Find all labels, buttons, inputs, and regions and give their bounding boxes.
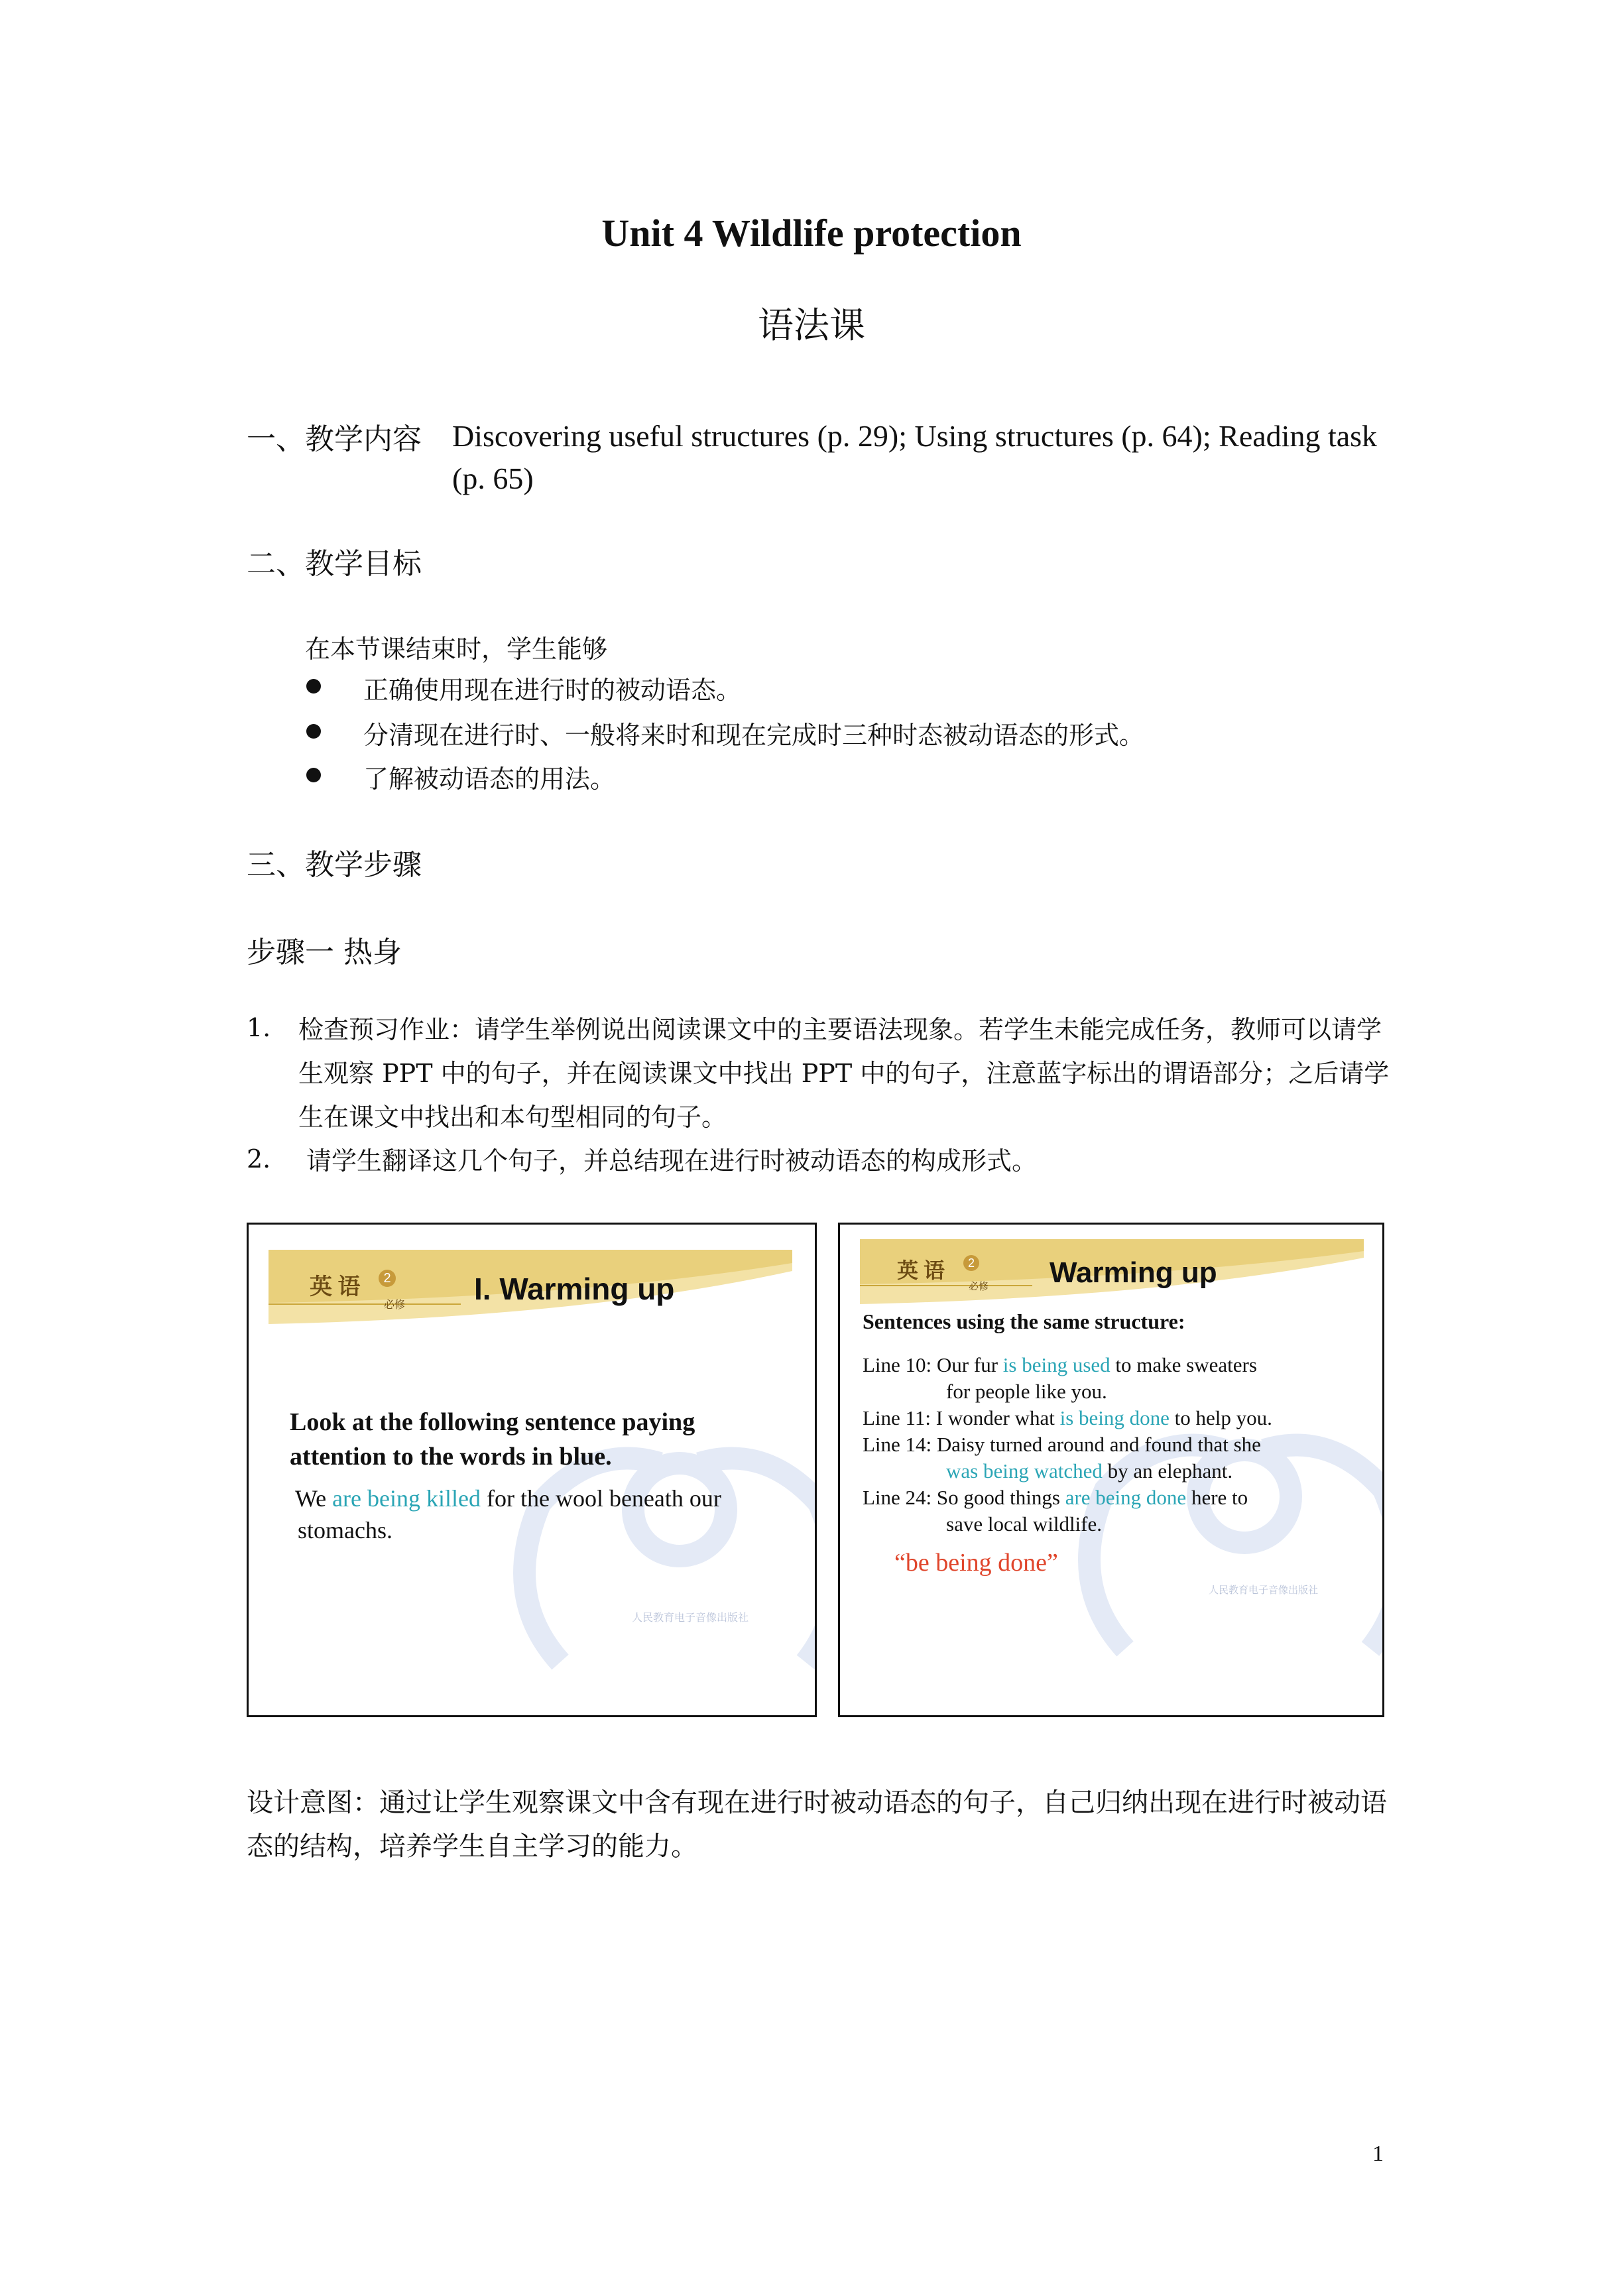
list-item-continuation: save local wildlife. <box>946 1512 1102 1536</box>
list-item-continuation: was being watched by an elephant. <box>946 1459 1233 1482</box>
sentence-highlight: was being watched <box>946 1459 1103 1482</box>
item-number: 2. <box>247 1144 271 1174</box>
badge-sub: 必修 <box>969 1282 989 1292</box>
bullet-icon <box>306 724 321 739</box>
list-item: Line 11: I wonder what is being done to help you. <box>863 1406 1272 1429</box>
slide-heading: I. Warming up <box>474 1272 675 1306</box>
slide-badge: 英 语 <box>310 1275 361 1299</box>
objectives-intro: 在本节课结束时，学生能够 <box>305 634 608 664</box>
slide-instruction: Look at the following sentence paying <box>290 1408 695 1436</box>
bullet-icon <box>306 679 321 694</box>
slide-instruction: attention to the words in blue. <box>290 1443 612 1471</box>
page-number: 1 <box>1372 2142 1384 2166</box>
section1-content: Discovering useful structures (p. 29); Using structures (p. 64); Reading task (p. 65) <box>452 419 1378 495</box>
badge-sub: 必修 <box>384 1299 406 1311</box>
sentence-highlight: is being used <box>1002 1353 1111 1376</box>
document-title: Unit 4 Wildlife protection <box>601 211 1022 255</box>
document-subtitle: 语法课 <box>758 304 865 346</box>
formula-text: “be being done” <box>894 1549 1058 1577</box>
slide-lines <box>863 1352 1366 1538</box>
list-item: Line 14: Daisy turned around and found that she <box>863 1433 1261 1456</box>
section3-label: 三、教学步骤 <box>247 848 422 882</box>
badge-number: 2 <box>963 1255 979 1271</box>
list-item: Line 10: Our fur is being used to make sweaters <box>863 1353 1257 1376</box>
list-item-continuation: for people like you. <box>946 1380 1107 1403</box>
slide-watermark: 人民教育电子音像出版社 <box>632 1612 749 1624</box>
slide-1 <box>247 1223 817 1717</box>
sentence-highlight: are being killed <box>332 1485 481 1512</box>
sentence-text: We <box>295 1485 333 1512</box>
slide-heading: Warming up <box>1050 1256 1217 1289</box>
sentence-highlight: is being done <box>1059 1406 1170 1429</box>
slide-subheading: Sentences using the same structure: <box>863 1309 1185 1333</box>
list-item: 正确使用现在进行时的被动语态。 <box>363 676 742 705</box>
item-number: 1. <box>247 1013 271 1042</box>
item-text: 请学生翻译这几个句子，并总结现在进行时被动语态的构成形式。 <box>306 1146 1038 1176</box>
section1-label: 一、教学内容 <box>247 422 422 456</box>
slide-badge: 英 语 <box>897 1258 945 1282</box>
slide-watermark: 人民教育电子音像出版社 <box>1209 1585 1319 1596</box>
sentence-text: for the wool beneath our <box>481 1485 721 1512</box>
slide-sentence-line2: stomachs. <box>298 1517 392 1543</box>
design-intent: 设计意图：通过让学生观察课文中含有现在进行时被动语态的句子，自己归纳出现在进行时被动语态的结构，培养学生自主学习的能力。 <box>247 1787 1387 1862</box>
slide-2 <box>838 1223 1384 1717</box>
badge-number: 2 <box>379 1270 396 1287</box>
item-text: 检查预习作业：请学生举例说出阅读课文中的主要语法现象。若学生未能完成任务，教师可以请学生观察 PPT 中的句子，并在阅读课文中找出 PPT 中的句子，注意蓝字标出的谓语部分；之后请学生在课文中找出和本句型相同的句子。 <box>298 1015 1390 1132</box>
sentence-highlight: are being done <box>1065 1486 1187 1509</box>
bullet-icon <box>306 768 321 782</box>
list-item: 了解被动语态的用法。 <box>363 764 616 794</box>
step1-label: 步骤一 热身 <box>247 936 402 969</box>
list-item: Line 24: So good things are being done here to <box>863 1486 1248 1509</box>
list-item: 分清现在进行时、一般将来时和现在完成时三种时态被动语态的形式。 <box>363 721 1145 750</box>
slide-sentence <box>295 1484 721 1512</box>
section2-label: 二、教学目标 <box>247 547 422 581</box>
